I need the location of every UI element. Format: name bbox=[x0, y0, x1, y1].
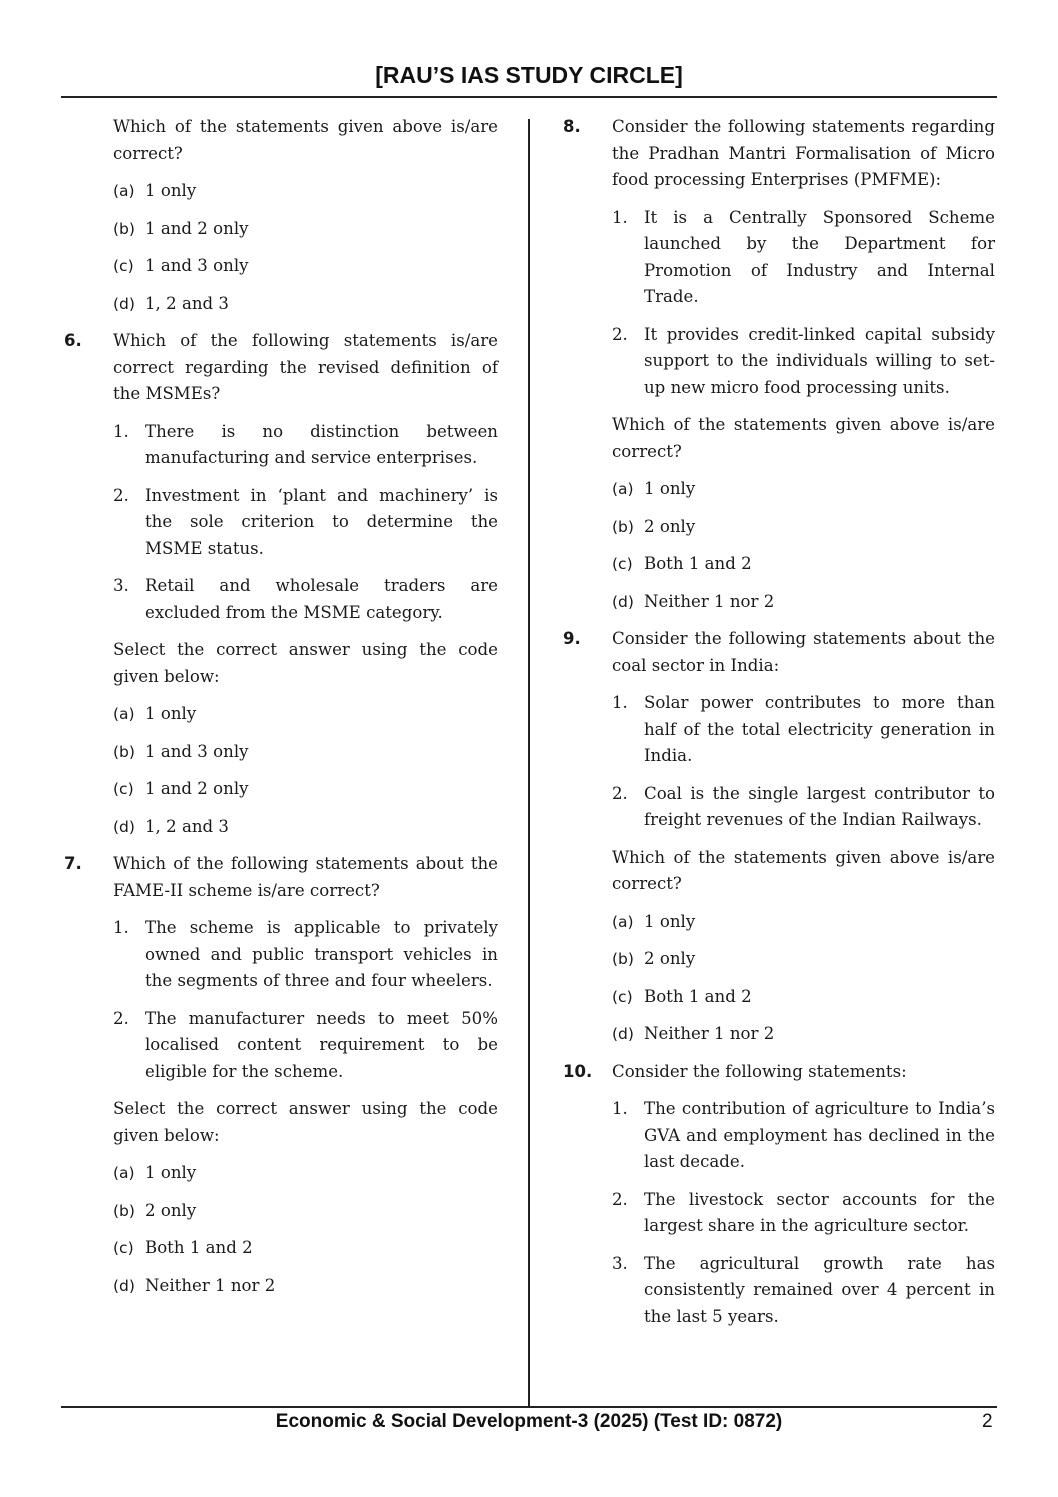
question-prompt: Which of the statements given above is/are correct? bbox=[612, 847, 995, 893]
column-divider bbox=[528, 119, 530, 1408]
option-c: (c) 1 and 3 only bbox=[113, 256, 249, 275]
statement-1: 1. The contribution of agriculture to India’s GVA and employment has declined in the last decade. bbox=[612, 1099, 995, 1171]
question-stem: Which of the following statements about the FAME-II scheme is/are correct? bbox=[113, 854, 498, 900]
option-b: (b) 2 only bbox=[113, 1200, 197, 1220]
question-10 bbox=[560, 1059, 995, 1331]
statement-1: 1. There is no distinction between manufacturing and service enterprises. bbox=[113, 421, 498, 467]
option-b: (b) 2 only bbox=[612, 949, 696, 968]
question-7 bbox=[61, 851, 498, 1299]
question-stem: Consider the following statements about the coal sector in India: bbox=[612, 629, 995, 675]
page-number: 2 bbox=[982, 1411, 993, 1432]
question-number: 8. bbox=[563, 117, 581, 136]
option-d: (d) 1, 2 and 3 bbox=[113, 293, 229, 313]
option-a: (a) 1 only bbox=[612, 911, 696, 931]
option-d: (d) 1, 2 and 3 bbox=[113, 816, 229, 836]
question-number: 6. bbox=[64, 331, 82, 350]
option-c: (c) Both 1 and 2 bbox=[612, 986, 752, 1006]
option-a: (a) 1 only bbox=[113, 704, 197, 723]
statement-2: 2. The livestock sector accounts for the largest share in the agriculture sector. bbox=[612, 1189, 995, 1235]
statement-2: 2. Investment in ‘plant and machinery’ is the sole criterion to determine the MSME status. bbox=[113, 485, 498, 558]
statement-3: 3. Retail and wholesale traders are excluded from the MSME category. bbox=[113, 576, 498, 622]
statement-2: 2. The manufacturer needs to meet 50% localised content requirement to be eligible for the scheme. bbox=[113, 1008, 498, 1081]
question-prompt: Which of the statements given above is/are correct? bbox=[113, 117, 498, 163]
footer-divider bbox=[61, 1406, 997, 1408]
option-c: (c) Both 1 and 2 bbox=[113, 1238, 253, 1257]
question-prompt: Select the correct answer using the code given below: bbox=[113, 1099, 498, 1145]
question-stem: Which of the following statements is/are correct regarding the revised definition of the MSMEs? bbox=[113, 331, 498, 403]
option-b: (b) 1 and 3 only bbox=[113, 741, 249, 761]
question-9 bbox=[560, 626, 995, 1048]
question-stem: Consider the following statements regarding the Pradhan Mantri Formalisation of Micro food processing Enterprises (PMFME): bbox=[612, 117, 995, 189]
option-c: (c) 1 and 2 only bbox=[113, 779, 249, 798]
header-title: [RAU’S IAS STUDY CIRCLE] bbox=[375, 62, 683, 88]
right-column bbox=[560, 114, 995, 1341]
option-a: (a) 1 only bbox=[612, 479, 696, 498]
question-5-continued bbox=[61, 114, 498, 317]
statement-1: 1. The scheme is applicable to privately owned and public transport vehicles in the segments of three and four wheelers. bbox=[113, 918, 498, 990]
footer-title: Economic & Social Development-3 (2025) (Test ID: 0872) bbox=[275, 1411, 783, 1432]
statement-3: 3. The agricultural growth rate has consistently remained over 4 percent in the last 5 years. bbox=[612, 1253, 995, 1326]
left-column bbox=[61, 114, 498, 1310]
question-stem: Consider the following statements: bbox=[612, 1061, 907, 1081]
statement-2: 2. Coal is the single largest contributor to freight revenues of the Indian Railways. bbox=[612, 783, 995, 829]
question-prompt: Which of the statements given above is/are correct? bbox=[612, 415, 995, 461]
statement-1: 1. It is a Centrally Sponsored Scheme launched by the Department for Promotion of Industry and Internal Trade. bbox=[612, 207, 995, 306]
option-b: (b) 2 only bbox=[612, 516, 696, 536]
option-b: (b) 1 and 2 only bbox=[113, 218, 249, 238]
question-number: 10. bbox=[563, 1061, 593, 1081]
statement-2: 2. It provides credit-linked capital subsidy support to the individuals willing to set-up new micro food processing units. bbox=[612, 324, 995, 397]
option-d: (d) Neither 1 nor 2 bbox=[612, 1024, 775, 1043]
question-6 bbox=[61, 328, 498, 840]
option-a: (a) 1 only bbox=[113, 1163, 197, 1182]
question-number: 7. bbox=[64, 854, 82, 873]
statement-1: 1. Solar power contributes to more than half of the total electricity generation in India. bbox=[612, 693, 995, 765]
question-prompt: Select the correct answer using the code given below: bbox=[113, 640, 498, 686]
question-number: 9. bbox=[563, 629, 581, 648]
option-a: (a) 1 only bbox=[113, 181, 197, 200]
header-divider bbox=[61, 96, 997, 98]
option-d: (d) Neither 1 nor 2 bbox=[113, 1275, 276, 1295]
question-8 bbox=[560, 114, 995, 615]
option-d: (d) Neither 1 nor 2 bbox=[612, 591, 775, 611]
option-c: (c) Both 1 and 2 bbox=[612, 554, 752, 573]
